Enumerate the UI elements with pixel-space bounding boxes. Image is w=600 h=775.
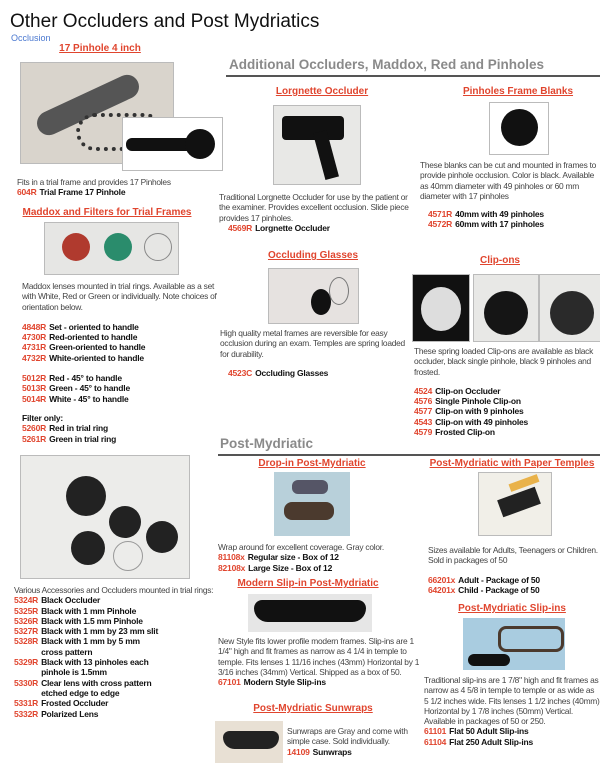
modern-slip-in-image	[248, 594, 372, 632]
product-item	[22, 434, 220, 444]
lorgnette-block	[219, 192, 411, 233]
product-name: Polarized Lens	[41, 708, 99, 719]
paper-block	[428, 545, 600, 595]
product-name: Clear lens with cross pattern etched edge to edge	[41, 677, 152, 698]
blanks-description: These blanks can be cut and mounted in frames to provide pinhole occlusion. Color is black. Available as 40mm diameter with 49 pinholes or 60 mm diameter with 17 pinholes	[420, 160, 597, 201]
product-code: 4731R	[22, 342, 47, 353]
product-name: 60mm with 17 pinholes	[455, 219, 544, 230]
product-name: Red-oriented to handle	[49, 332, 138, 343]
product-item	[22, 373, 220, 383]
maddox-block	[22, 281, 220, 444]
product-item	[218, 563, 423, 573]
product-name: Frosted Clip-on	[435, 427, 495, 438]
heading-paper-temples[interactable]: Post-Mydriatic with Paper Temples	[429, 458, 595, 469]
product-code: 4732R	[22, 352, 47, 363]
product-item	[14, 616, 159, 626]
product-name: Sunwraps	[312, 746, 352, 757]
product-name: Occluding Glasses	[255, 367, 329, 378]
product-code: 4577	[414, 406, 433, 417]
occluding-glasses-image	[268, 268, 359, 324]
product-item	[22, 383, 220, 393]
product-item	[218, 677, 423, 687]
product-name: White - 45° to handle	[49, 393, 129, 404]
lorgnette-image	[273, 105, 361, 185]
product-name: White-oriented to handle	[49, 352, 144, 363]
heading-occluding-glasses[interactable]: Occluding Glasses	[267, 250, 359, 261]
product-code: 4572R	[428, 219, 453, 230]
product-name: Clip-on Occluder	[435, 385, 501, 396]
product-item	[228, 223, 411, 233]
product-name: Large Size - Box of 12	[248, 562, 333, 573]
section-additional: Additional Occluders, Maddox, Red and Pinholes	[229, 57, 545, 72]
product-name: Lorgnette Occluder	[255, 222, 330, 233]
product-name: Child - Package of 50	[458, 584, 540, 595]
product-item	[414, 406, 600, 416]
product-code: 5325R	[14, 605, 39, 616]
heading-17-pinhole[interactable]: 17 Pinhole 4 inch	[59, 43, 141, 54]
product-item	[22, 394, 220, 404]
pinhole17-block	[17, 177, 217, 198]
modern-description: New Style fits lower profile modern frames. Slip-ins are 1 1/4" high and fit frames as narrow as 4 1/4 in temple to temple. Fits lenses 1 11/16 inches (43mm) Horizontal by 1 3/16 inches (34mm) Vertical. Shipped as a box of 50.	[218, 636, 420, 677]
pinhole-occluder-image	[122, 117, 223, 171]
product-code: 67101	[218, 677, 241, 688]
clipons-description: These spring loaded Clip-ons are available as black occluder, black single pinhole, black 9 pinholes and frosted.	[414, 346, 594, 377]
product-name: Frosted Occluder	[41, 698, 109, 709]
product-item	[414, 427, 600, 437]
product-list	[218, 677, 423, 687]
paper-temples-image	[478, 472, 552, 536]
product-name: Modern Style Slip-ins	[243, 677, 326, 688]
product-item	[14, 698, 159, 708]
product-list	[287, 747, 412, 757]
page-subtitle[interactable]: Occlusion	[11, 33, 51, 43]
heading-maddox[interactable]: Maddox and Filters for Trial Frames	[22, 207, 192, 218]
product-item	[428, 219, 600, 229]
product-name: Clip-on with 49 pinholes	[435, 416, 529, 427]
heading-slip-ins[interactable]: Post-Mydriatic Slip-ins	[458, 603, 566, 614]
heading-clip-ons[interactable]: Clip-ons	[480, 255, 520, 266]
accessories-description: Various Accessories and Occluders mounted in trial rings:	[14, 585, 214, 595]
product-code: 4571R	[428, 209, 453, 220]
product-name: Black with 1.5 mm Pinhole	[41, 615, 143, 626]
maddox-description: Maddox lenses mounted in trial rings. Available as a set with White, Red or Green or individually. Note choices of orientation below.	[22, 281, 217, 312]
product-code: 5329R	[14, 657, 39, 668]
paper-description: Sizes available for Adults, Teenagers or Children. Sold in packages of 50	[428, 545, 598, 566]
product-list	[22, 423, 220, 444]
product-item	[22, 332, 220, 342]
product-code: 5332R	[14, 708, 39, 719]
product-item	[414, 396, 600, 406]
maddox-lenses-image	[44, 222, 179, 275]
product-code: 61104	[424, 736, 447, 747]
section-divider	[226, 75, 600, 77]
product-code: 4730R	[22, 332, 47, 343]
heading-modern-slip-in[interactable]: Modern Slip-in Post-Mydriatic	[237, 578, 379, 589]
pinhole17-description: Fits in a trial frame and provides 17 Pinholes	[17, 177, 171, 187]
heading-pinhole-blanks[interactable]: Pinholes Frame Blanks	[462, 86, 574, 97]
product-code: 5012R	[22, 373, 47, 384]
product-item	[14, 595, 159, 605]
product-code: 66201x	[428, 574, 456, 585]
product-name: Clip-on with 9 pinholes	[435, 406, 524, 417]
occluding-glasses-block	[220, 328, 412, 378]
product-code: 81108x	[218, 552, 245, 563]
dropin-description: Wrap around for excellent coverage. Gray color.	[218, 542, 384, 552]
product-item	[14, 626, 159, 636]
pinhole-blank-image	[489, 102, 549, 155]
product-code: 5326R	[14, 615, 39, 626]
page-title: Other Occluders and Post Mydriatics	[10, 11, 320, 32]
product-code: 4524	[414, 385, 433, 396]
product-name: Red - 45° to handle	[49, 373, 122, 384]
section-divider	[218, 454, 600, 456]
product-item	[14, 636, 159, 657]
product-name: Black Occluder	[41, 595, 101, 606]
product-item	[14, 709, 159, 719]
product-name: 40mm with 49 pinholes	[455, 209, 544, 220]
section-post-mydriatic: Post-Mydriatic	[220, 436, 314, 451]
product-item	[14, 606, 159, 616]
product-code: 5330R	[14, 677, 39, 688]
modern-block	[218, 636, 423, 687]
product-code: 5261R	[22, 433, 47, 444]
product-code: 5331R	[14, 698, 39, 709]
slip-ins-image	[463, 618, 565, 670]
product-item	[22, 353, 220, 363]
product-code: 4543	[414, 416, 433, 427]
filter-only-label: Filter only:	[22, 412, 64, 423]
product-list	[218, 552, 423, 573]
product-item	[414, 386, 600, 396]
product-name: Black with 1 mm by 5 mm cross pattern	[41, 636, 140, 657]
product-name: Flat 250 Adult Slip-ins	[449, 736, 534, 747]
product-item	[14, 657, 159, 678]
heading-drop-in[interactable]: Drop-in Post-Mydriatic	[258, 458, 366, 469]
sunwraps-block	[287, 726, 412, 757]
product-code: 5324R	[14, 595, 39, 606]
product-name: Regular size - Box of 12	[247, 552, 339, 563]
occluding-glasses-description: High quality metal frames are reversible for easy occlusion during an exam. Temples are spring loaded for durability.	[220, 328, 405, 359]
blanks-block	[420, 160, 600, 230]
product-code: 82108x	[218, 562, 246, 573]
product-list	[420, 209, 600, 230]
product-name: Black with 1 mm by 23 mm slit	[41, 626, 159, 637]
product-list	[219, 223, 411, 233]
slipins-description: Traditional slip-ins are 1 7/8" high and fit frames as narrow as 4 5/8 in temple to temple or as wide as 5 1/2 inches wide. Fits lenses 1 1/2 inches (40mm) Horizontal by 1 7/8 inches (50mm) Vertical. Available in packages of 50 or 250.	[424, 675, 600, 727]
sunwraps-description: Sunwraps are Gray and come with simple case. Sold individually.	[287, 726, 408, 747]
accessories-block	[14, 585, 214, 719]
product-item	[17, 187, 217, 197]
product-name: Set - oriented to handle	[49, 321, 139, 332]
product-list	[414, 386, 600, 437]
product-item	[22, 423, 220, 433]
product-list	[220, 368, 412, 378]
product-code: 604R	[17, 187, 37, 198]
drop-in-image	[274, 472, 350, 536]
product-name: Adult - Package of 50	[458, 574, 540, 585]
product-code: 5014R	[22, 393, 47, 404]
product-item	[424, 726, 600, 736]
product-name: Green - 45° to handle	[49, 383, 130, 394]
clipons-block	[414, 346, 600, 437]
product-code: 4576	[414, 396, 433, 407]
product-name: Red in trial ring	[49, 423, 109, 434]
product-name: Black with 13 pinholes each pinhole is 1.5mm	[41, 657, 149, 678]
slipins-block	[424, 675, 600, 747]
black-clip-on-image	[473, 274, 539, 342]
product-item	[22, 342, 220, 352]
product-code: 5328R	[14, 636, 39, 647]
lorgnette-description: Traditional Lorgnette Occluder for use by the patient or the examiner. Provides excellent occlusion. Slide piece provides 17 pinholes.	[219, 192, 409, 223]
product-item	[14, 678, 159, 699]
product-code: 4579	[414, 427, 433, 438]
product-item	[414, 417, 600, 427]
product-list	[428, 575, 600, 596]
sunwraps-image	[215, 721, 283, 763]
pinhole-clip-on-image	[539, 274, 600, 342]
product-item	[424, 737, 600, 747]
accessories-image	[20, 455, 190, 579]
product-code: 4523C	[228, 367, 253, 378]
heading-sunwraps[interactable]: Post-Mydriatic Sunwraps	[253, 703, 373, 714]
dropin-block	[218, 542, 423, 573]
product-item	[22, 322, 220, 332]
product-item	[287, 747, 412, 757]
product-item	[218, 552, 423, 562]
product-name: Green-oriented to handle	[49, 342, 146, 353]
product-code: 64201x	[428, 584, 456, 595]
product-list	[22, 373, 220, 404]
product-name: Flat 50 Adult Slip-ins	[449, 726, 529, 737]
product-list	[17, 187, 217, 197]
product-name: Black with 1 mm Pinhole	[41, 605, 137, 616]
product-code: 4569R	[228, 222, 253, 233]
product-list	[14, 595, 159, 719]
product-name: Trial Frame 17 Pinhole	[39, 187, 126, 198]
product-name: Single Pinhole Clip-on	[435, 396, 521, 407]
product-list	[424, 726, 600, 747]
product-item	[428, 209, 600, 219]
product-code: 61101	[424, 726, 447, 737]
product-code: 5013R	[22, 383, 47, 394]
product-name: Green in trial ring	[49, 433, 117, 444]
product-code: 5327R	[14, 626, 39, 637]
product-item	[428, 575, 600, 585]
frosted-clip-on-image	[412, 274, 470, 342]
product-code: 5260R	[22, 423, 47, 434]
heading-lorgnette[interactable]: Lorgnette Occluder	[275, 86, 369, 97]
product-code: 4848R	[22, 321, 47, 332]
product-item	[228, 368, 412, 378]
product-code: 14109	[287, 746, 310, 757]
product-list	[22, 322, 220, 363]
product-item	[428, 585, 600, 595]
